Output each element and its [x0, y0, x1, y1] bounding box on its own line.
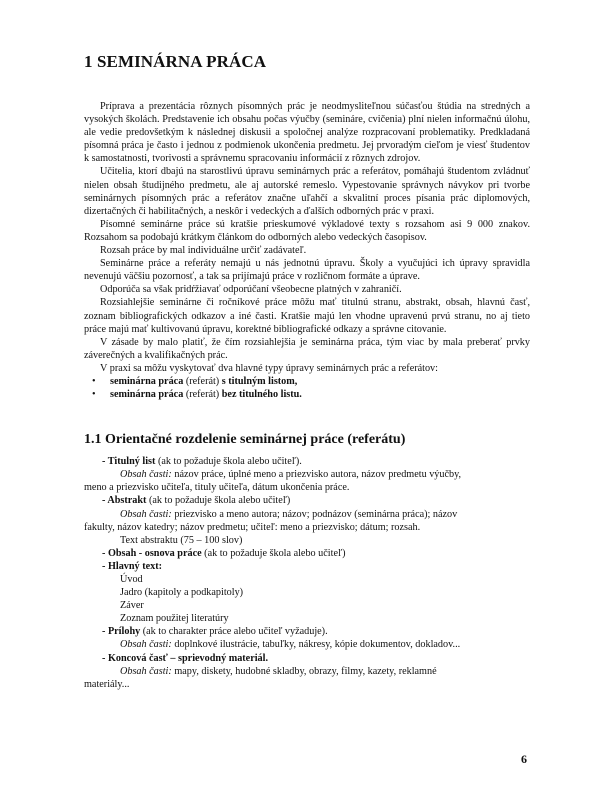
outline-obsah: - Obsah - osnova práce (ak to požaduje škola alebo učiteľ): [102, 547, 346, 559]
outline-abstrakt-rozsah: Text abstraktu (75 – 100 slov): [120, 534, 243, 546]
outline-hlavny-item: Jadro (kapitoly a podkapitoly): [120, 587, 244, 599]
chapter-heading: 1 SEMINÁRNA PRÁCA: [84, 52, 267, 71]
paragraph-1: Príprava a prezentácia rôznych písomných prác je neodmysliteľnou súčasťou štúdia na stredných a vysokých školách. Predstavenie ich obsahu počas výučby (semináre, cvičenia) plní nielen informačnú úlohu, ale vedie predovšetkým k následnej diskusii a spoločnej analýze rozpracovaní problematiky. Predkladaná písomná práca je často i jednou z podmienok ukončenia predmetu. Jej prvoradým cieľom je viesť študentov k samostatnosti, tvorivosti a správnemu spracovaniu informácií z rôznych zdrojov.: [84, 101, 530, 165]
bullet-bold-c: bez titulného listu.: [221, 389, 302, 401]
outline-titulny-text-cont: meno a priezvisko učiteľa, tituly učiteľa, dátum ukončenia práce.: [84, 482, 350, 494]
bullet-item: [90, 375, 530, 388]
paragraph-2: Učitelia, ktorí dbajú na starostlivú úpravu seminárnych prác a referátov, pomáhajú študentom zvládnuť nielen obsah študijného predmetu, ale aj autorské remeslo. Vypestovanie správnych návykov pri tvorbe seminárnych písomných prác a referátov značne uľahčí a skvalitní proces písania prác diplomových, dizertačných či habilitačných, a neskôr i vedeckých a ďalších odborných prác v praxi.: [84, 166, 530, 217]
outline-abstrakt-text-cont: fakulty, názov katedry; názov predmetu; učiteľ: meno a priezvisko; dátum; rozsah.: [84, 521, 421, 533]
bullet-normal: (referát): [183, 389, 222, 401]
paragraph-5: Seminárne práce a referáty nemajú u nás jednotnú úpravu. Školy a vyučujúci ich úpravy spravidla nevenujú väčšiu pozornosť, a tak sa prijímajú práce v rozličnom formáte a úprave.: [84, 258, 530, 283]
outline-koncova-text-cont: materiály...: [84, 678, 130, 690]
paragraph-4: Rozsah práce by mal individuálne určiť zadávateľ.: [100, 245, 307, 257]
bullet-item: [90, 388, 530, 401]
bullet-normal: (referát): [183, 375, 222, 387]
section-heading: 1.1 Orientačné rozdelenie seminárnej práce (referátu): [84, 432, 406, 448]
outline-hlavny: - Hlavný text:: [102, 560, 162, 572]
paragraph-8: V zásade by malo platiť, že čím rozsiahlejšia je seminárna práca, tým viac by mala preberať prvky záverečných a kvalifikačných prác.: [84, 336, 530, 361]
outline-prilohy-text: Obsah časti: doplnkové ilustrácie, tabuľky, nákresy, kópie dokumentov, dokladov...: [120, 639, 461, 651]
bullet-bold-a: seminárna práca: [110, 389, 184, 401]
paragraph-6: Odporúča sa však pridŕžiavať odporúčaní všeobecne platných v zahraničí.: [100, 284, 402, 296]
outline-titulny-text: Obsah časti: názov práce, úplné meno a priezvisko autora, názov predmetu výučby,: [120, 469, 462, 481]
outline-koncova: - Koncová časť – sprievodný materiál.: [102, 652, 269, 664]
outline-abstrakt: - Abstrakt (ak to požaduje škola alebo učiteľ): [102, 495, 291, 507]
outline-hlavny-item: Záver: [120, 600, 144, 612]
paragraph-3: Písomné seminárne práce sú kratšie prieskumové výkladové texty s rozsahom asi 9 000 znakov. Rozsahom sa podobajú krátkym článkom do odborných alebo vedeckých časopisov.: [84, 218, 530, 243]
page-number: 6: [521, 752, 527, 766]
outline-koncova-text: Obsah časti: mapy, diskety, hudobné skladby, obrazy, filmy, kazety, reklamné: [120, 665, 437, 677]
bullet-dot-icon: •: [92, 375, 96, 387]
outline-hlavny-item: Zoznam použitej literatúry: [120, 613, 229, 625]
bullet-dot-icon: •: [92, 389, 96, 401]
outline-titulny: - Titulný list (ak to požaduje škola alebo učiteľ).: [102, 456, 302, 468]
bullet-list: [84, 375, 530, 401]
bullet-bold-a: seminárna práca: [110, 375, 184, 387]
bullet-bold-c: s titulným listom,: [221, 375, 298, 387]
page-content: [84, 52, 530, 691]
outline-abstrakt-text: Obsah časti: priezvisko a meno autora; názov; podnázov (seminárna práca); názov: [120, 508, 458, 520]
outline-hlavny-item: Úvod: [120, 574, 143, 585]
paragraph-9: V praxi sa môžu vyskytovať dva hlavné typy úpravy seminárnych prác a referátov:: [100, 362, 438, 374]
section-gap: [84, 401, 530, 431]
paragraph-7: Rozsiahlejšie seminárne či ročníkové práce môžu mať titulnú stranu, abstrakt, obsah, hlavnú časť, zoznam bibliografických odkazov a iné časti. Kratšie majú len vhodne upravenú prvú stranu, no aj tieto práce majú mať kultivovanú úpravu, korektné bibliografické odkazy a správne citovanie.: [84, 297, 530, 335]
outline-prilohy: - Prílohy (ak to charakter práce alebo učiteľ vyžaduje).: [102, 626, 328, 638]
outline-list: [84, 455, 530, 691]
